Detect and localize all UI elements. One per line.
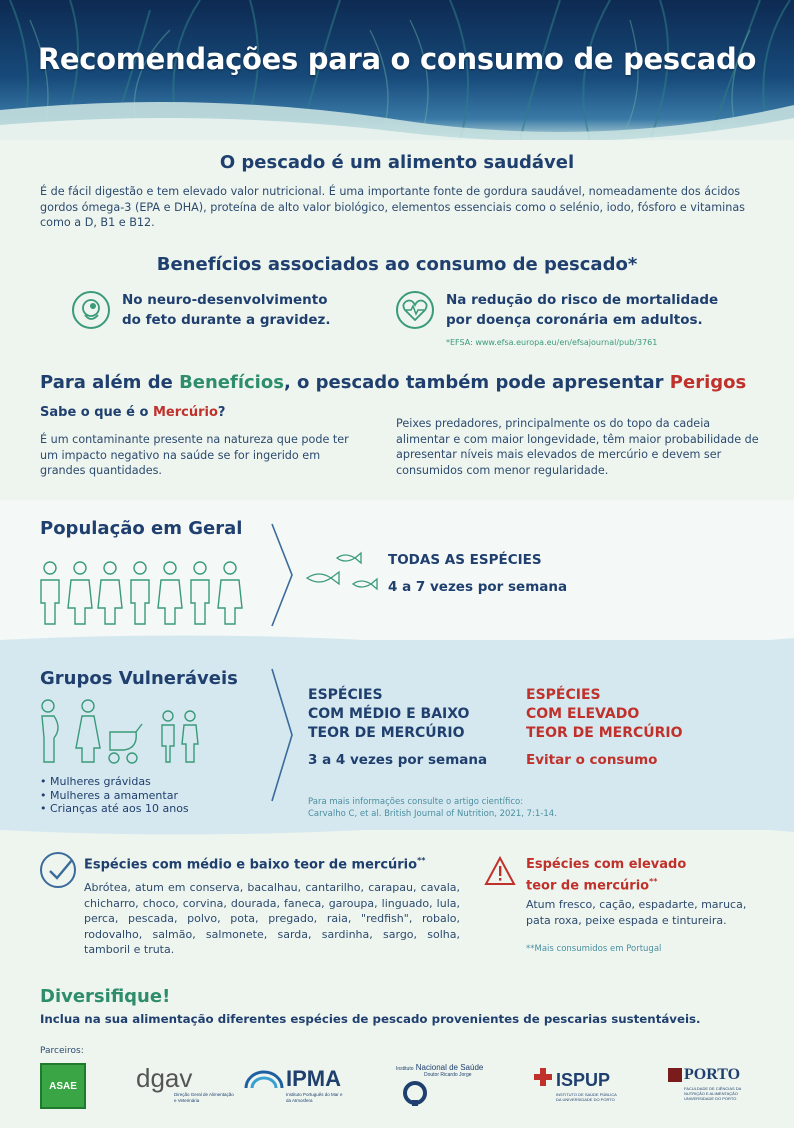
mercury-text: É um contaminante presente na natureza que pode ter um impacto negativo na saúde se for ingerido em grandes quantidades. [40,433,349,477]
healthy-text: É de fácil digestão e tem elevado valor nutricional. É uma importante fonte de gordura saudável, nomeadamente dos ácidos gordos ómega-3 (EPA e DHA), proteína de alto valor biológico, elementos essenciais como o selénio, iodo, fósforo e vitaminas como a D, B1 e B12. [40,185,746,229]
all-species-label: TODAS AS ESPÉCIES [388,552,542,568]
vulnerable-bullets [40,775,189,816]
insa-emblem-icon [400,1080,430,1106]
efsa-source: *EFSA: www.efsa.europa.eu/en/efsajournal/pub/3761 [446,338,658,347]
diversify-heading: Diversifique! [40,986,171,1007]
healthy-heading: O pescado é um alimento saudável [219,152,575,173]
heart-icon [396,291,434,329]
up-square-icon [668,1068,682,1082]
fish-icon [305,550,380,595]
partners-label: Parceiros: [40,1046,84,1056]
high-species-list: Atum fresco, cação, espadarte, maruca, pata roxa, peixe espada e tintureira. [526,898,747,927]
asae-logo: ASAE [40,1063,86,1109]
chevron-right-icon [268,520,298,630]
benefits-heading: Benefícios associados ao consumo de pescado* [156,254,638,275]
bullet-children: • Crianças até aos 10 anos [40,802,189,815]
chevron-right-icon [268,665,298,805]
dgav-logo: dgav Direção Geral de Alimentação e Veterinária [136,1063,234,1103]
reference: Para mais informações consulte o artigo científico: Carvalho C, et al. British Journal of Nutrition, 2021, 7:1-14. [308,797,557,819]
risks-heading: Para além de Benefícios, o pescado também pode apresentar Perigos [40,372,747,393]
bullet-pregnant: • Mulheres grávidas [40,775,151,788]
species-note: **Mais consumidos em Portugal [526,944,662,954]
page-title: Recomendações para o consumo de pescado [37,42,757,76]
general-heading: População em Geral [40,518,243,539]
general-frequency: 4 a 7 vezes por semana [388,579,568,595]
high-mercury-frequency: Evitar o consumo [526,752,658,768]
benefit-heart-line1: Na redução do risco de mortalidade [446,292,719,308]
benefit-fetus-line1: No neuro-desenvolvimento [122,292,328,308]
low-mercury-species: ESPÉCIES COM MÉDIO E BAIXO TEOR DE MERCÚRIO [308,687,470,741]
header-banner [0,0,794,140]
benefit-heart-line2: por doença coronária em adultos. [446,312,703,328]
warning-icon [484,856,516,886]
predators-text: Peixes predadores, principalmente os do topo da cadeia alimentar e com maior longevidade, têm maior probabilidade de apresentar níveis mais elevados de mercúrio e devem ser consumidos com menor regularidade. [396,417,759,477]
benefit-fetus [122,290,382,330]
high-mercury-species: ESPÉCIES COM ELEVADO TEOR DE MERCÚRIO [526,687,683,741]
vulnerable-heading: Grupos Vulneráveis [40,668,238,689]
bullet-breastfeeding: • Mulheres a amamentar [40,788,178,802]
low-species-list: Abrótea, atum em conserva, bacalhau, cantarilho, carapau, cavala, chicharro, choco, corvina, dourada, faneca, garoupa, linguado, lula, perca, pescada, polvo, pota, pregado, raia, "redfish", robalo, rodovalho, salmão, salmonete, sarda, sardinha, sargo, solha, tamboril e truta. [84,881,460,957]
high-list-heading: Espécies com elevado teor de mercúrio** [526,857,687,894]
low-mercury-frequency: 3 a 4 vezes por semana [308,752,488,768]
wave-divider [0,630,794,652]
insa-logo: Instituto Nacional de Saúde Doutor Ricardo Jorge [396,1063,496,1110]
diversify-text: Inclua na sua alimentação diferentes espécies de pescado provenientes de pescarias sustentáveis. [40,1012,701,1026]
low-list-heading: Espécies com médio e baixo teor de mercúrio** [84,856,426,873]
vulnerable-people-illustration [38,698,208,766]
fetus-icon [72,291,110,329]
rainbow-icon [244,1068,284,1090]
benefit-fetus-line2: do feto durante a gravidez. [122,312,331,328]
ispup-cross-icon [532,1066,554,1088]
wave-divider [0,822,794,842]
mercury-question: Sabe o que é o Mercúrio? [40,405,226,420]
check-icon [40,852,76,888]
people-illustration [38,558,248,628]
benefit-heart [446,290,766,330]
